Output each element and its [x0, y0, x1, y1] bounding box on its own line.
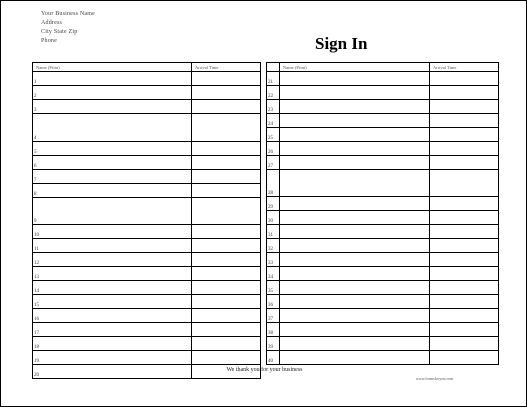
arrival-time-cell [430, 267, 499, 281]
arrival-time-cell [430, 114, 499, 128]
credit-text: www.formsforyou.com [416, 376, 454, 381]
table-row [267, 351, 499, 365]
name-cell [280, 170, 430, 197]
row-number: 37 [268, 317, 273, 322]
table-row [267, 100, 499, 114]
row-number: 13 [34, 275, 39, 280]
name-cell [33, 198, 192, 225]
name-cell [280, 337, 430, 351]
table-row [33, 323, 261, 337]
arrival-time-cell [430, 86, 499, 100]
table-row [33, 100, 261, 114]
name-cell [280, 142, 430, 156]
arrival-time-cell [192, 281, 261, 295]
row-number: 23 [268, 108, 273, 113]
name-cell [280, 281, 430, 295]
row-number: 35 [268, 289, 273, 294]
arrival-time-cell [192, 225, 261, 239]
arrival-time-cell [430, 197, 499, 211]
row-number: 3 [34, 108, 37, 113]
name-cell [280, 323, 430, 337]
city-line: City State Zip [41, 29, 78, 35]
name-cell [280, 197, 430, 211]
name-cell [280, 253, 430, 267]
table-row [33, 170, 261, 184]
name-cell [280, 156, 430, 170]
name-column-header: Name (Print) [33, 63, 192, 72]
name-cell [33, 309, 192, 323]
row-number: 31 [268, 233, 273, 238]
row-number: 32 [268, 247, 273, 252]
table-row [33, 239, 261, 253]
row-number: 27 [268, 164, 273, 169]
arrival-time-cell [192, 323, 261, 337]
row-number: 14 [34, 289, 39, 294]
arrival-time-cell [192, 295, 261, 309]
page-title: Sign In [315, 34, 368, 53]
arrival-time-cell [192, 142, 261, 156]
table-row [267, 72, 499, 86]
name-cell [280, 86, 430, 100]
thank-you-note: We thank you for your business [226, 367, 303, 373]
row-number-cell [267, 211, 280, 225]
table-row [267, 323, 499, 337]
name-column-header: Name (Print) [280, 63, 430, 72]
name-cell [33, 295, 192, 309]
row-number: 38 [268, 331, 273, 336]
table-row [33, 295, 261, 309]
row-number-cell [267, 156, 280, 170]
row-number: 26 [268, 150, 273, 155]
row-number-cell [267, 309, 280, 323]
table-row [267, 295, 499, 309]
row-number-cell [267, 86, 280, 100]
table-row [267, 142, 499, 156]
name-cell [33, 72, 192, 86]
row-number-cell [267, 295, 280, 309]
arrival-time-cell [430, 170, 499, 197]
row-number: 24 [268, 122, 273, 127]
table-header-row [267, 63, 499, 72]
row-number: 12 [34, 261, 39, 266]
arrival-time-cell [192, 114, 261, 142]
row-number-cell [267, 323, 280, 337]
table-row [33, 351, 261, 365]
arrival-time-cell [430, 309, 499, 323]
name-cell [280, 351, 430, 365]
row-number: 5 [34, 150, 37, 155]
name-cell [33, 239, 192, 253]
row-number-cell [267, 337, 280, 351]
table-row [33, 281, 261, 295]
row-number: 40 [268, 359, 273, 364]
table-row [33, 184, 261, 198]
row-number-cell [267, 253, 280, 267]
row-number-cell [267, 100, 280, 114]
row-number-cell [267, 142, 280, 156]
name-cell [280, 114, 430, 128]
table-row [33, 142, 261, 156]
row-number: 4 [34, 136, 37, 141]
row-number: 20 [34, 373, 39, 378]
name-cell [33, 225, 192, 239]
name-cell [280, 100, 430, 114]
row-number: 11 [34, 247, 39, 252]
table-row [267, 128, 499, 142]
row-number: 9 [34, 219, 37, 224]
table-row [33, 198, 261, 225]
arrival-time-cell [430, 295, 499, 309]
name-cell [280, 295, 430, 309]
company-name: Your Business Name [41, 11, 95, 17]
row-number: 16 [34, 317, 39, 322]
name-cell [280, 225, 430, 239]
table-row [33, 86, 261, 100]
name-cell [33, 114, 192, 142]
name-cell [33, 267, 192, 281]
row-number: 22 [268, 94, 273, 99]
table-row [33, 253, 261, 267]
arrival-time-cell [192, 351, 261, 365]
arrival-time-cell [430, 211, 499, 225]
row-number: 2 [34, 94, 37, 99]
arrival-time-cell [430, 337, 499, 351]
table-row [267, 156, 499, 170]
name-cell [33, 323, 192, 337]
row-number-cell [267, 197, 280, 211]
arrival-time-cell [192, 170, 261, 184]
name-cell [280, 128, 430, 142]
phone-line: Phone [41, 38, 57, 44]
name-cell [33, 281, 192, 295]
row-number: 7 [34, 178, 37, 183]
table-row [33, 225, 261, 239]
arrival-time-cell [192, 253, 261, 267]
arrival-time-cell [430, 142, 499, 156]
row-number-cell [267, 351, 280, 365]
row-number-cell [267, 281, 280, 295]
row-number: 28 [268, 191, 273, 196]
table-row [267, 267, 499, 281]
name-cell [33, 170, 192, 184]
row-number: 34 [268, 275, 273, 280]
row-number-cell [267, 114, 280, 128]
row-number: 30 [268, 219, 273, 224]
arrival-time-cell [192, 337, 261, 351]
name-cell [280, 239, 430, 253]
arrival-time-cell [430, 128, 499, 142]
table-row [267, 197, 499, 211]
sign-in-table-right [266, 62, 499, 365]
time-column-header: Arrival Time [192, 63, 261, 72]
row-number-cell [267, 170, 280, 197]
row-number: 29 [268, 205, 273, 210]
arrival-time-cell [192, 239, 261, 253]
row-number-cell [267, 128, 280, 142]
arrival-time-cell [430, 281, 499, 295]
arrival-time-cell [192, 309, 261, 323]
table-row [33, 114, 261, 142]
row-number: 21 [268, 80, 273, 85]
name-cell [280, 211, 430, 225]
arrival-time-cell [430, 156, 499, 170]
arrival-time-cell [430, 72, 499, 86]
table-row [267, 170, 499, 197]
row-number: 39 [268, 345, 273, 350]
table-row [33, 309, 261, 323]
arrival-time-cell [192, 267, 261, 281]
row-number-cell [267, 225, 280, 239]
arrival-time-cell [192, 156, 261, 170]
table-row [267, 239, 499, 253]
name-cell [33, 184, 192, 198]
table-row [33, 72, 261, 86]
table-row [267, 114, 499, 128]
name-cell [33, 253, 192, 267]
table-row [33, 267, 261, 281]
name-cell [33, 351, 192, 365]
table-row [267, 86, 499, 100]
row-number-cell [267, 72, 280, 86]
arrival-time-cell [192, 72, 261, 86]
name-cell [280, 267, 430, 281]
table-row [267, 225, 499, 239]
row-number: 25 [268, 136, 273, 141]
arrival-time-cell [430, 323, 499, 337]
row-number: 15 [34, 303, 39, 308]
name-cell [280, 309, 430, 323]
address-line: Address [41, 20, 63, 26]
name-cell [33, 337, 192, 351]
table-row [267, 281, 499, 295]
sign-in-table-left [32, 62, 261, 379]
row-number-cell [267, 267, 280, 281]
arrival-time-cell [430, 253, 499, 267]
table-row [267, 253, 499, 267]
table-row [267, 211, 499, 225]
table-row [33, 337, 261, 351]
row-number-cell [267, 239, 280, 253]
arrival-time-cell [430, 239, 499, 253]
row-number: 6 [34, 164, 37, 169]
arrival-time-cell [192, 86, 261, 100]
row-number: 33 [268, 261, 273, 266]
name-cell [33, 142, 192, 156]
arrival-time-cell [430, 351, 499, 365]
row-number: 10 [34, 233, 39, 238]
name-cell [33, 156, 192, 170]
table-row [267, 309, 499, 323]
table-header-row [33, 63, 261, 72]
row-number: 19 [34, 359, 39, 364]
number-column-header [267, 63, 280, 72]
row-number: 17 [34, 331, 39, 336]
row-number: 1 [34, 80, 37, 85]
row-number: 8 [34, 192, 37, 197]
table-row [33, 156, 261, 170]
row-number: 18 [34, 345, 39, 350]
name-cell [33, 100, 192, 114]
arrival-time-cell [192, 184, 261, 198]
table-row [267, 337, 499, 351]
arrival-time-cell [192, 198, 261, 225]
row-number: 36 [268, 303, 273, 308]
name-cell [280, 72, 430, 86]
arrival-time-cell [430, 100, 499, 114]
time-column-header: Arrival Time [430, 63, 499, 72]
name-cell [33, 86, 192, 100]
arrival-time-cell [192, 100, 261, 114]
arrival-time-cell [430, 225, 499, 239]
